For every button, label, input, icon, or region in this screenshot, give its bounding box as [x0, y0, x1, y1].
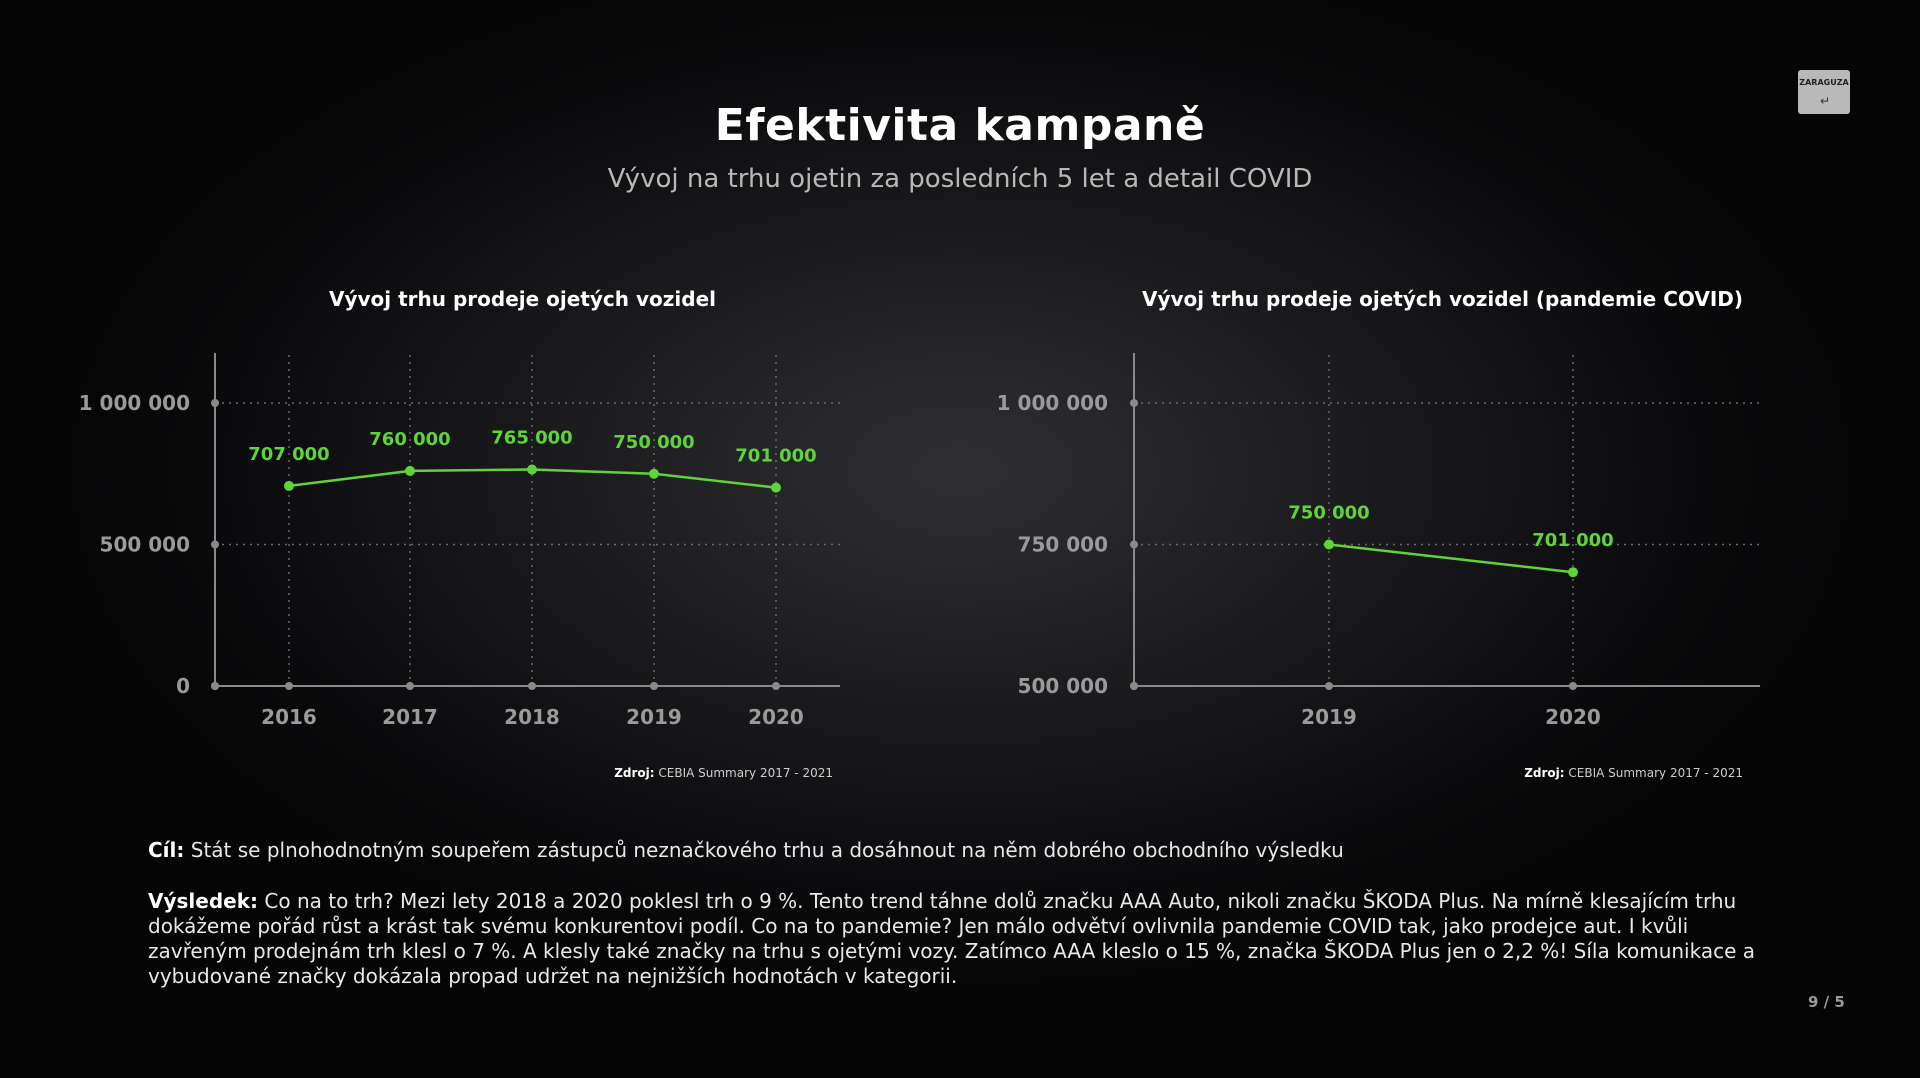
chart2-y-tick-label: 1 000 000 — [996, 391, 1108, 415]
chart1-data-point — [527, 465, 537, 475]
chart1-source-label: Zdroj: — [614, 766, 655, 780]
chart1-data-point — [771, 483, 781, 493]
chart2-source-text: CEBIA Summary 2017 - 2021 — [1568, 766, 1743, 780]
chart2-data-label: 750 000 — [1288, 502, 1370, 524]
chart2-x-tick-label: 2019 — [1301, 705, 1357, 729]
chart1-data-point — [649, 469, 659, 479]
chart1-data-label: 765 000 — [491, 427, 573, 449]
page-number: 9 / 5 — [1808, 993, 1845, 1011]
page-title: Efektivita kampaně — [714, 100, 1206, 151]
result-text: Co na to trh? Mezi lety 2018 a 2020 poklesl trh o 9 %. Tento trend táhne dolů značku AAA Auto, nikoli značku ŠKODA Plus. Na mírně klesajícím trhu dokážeme pořád růst a krást tak svému konkurentovi podíl. Co na to pandemie? Jen málo odvětví ovlivnila pandemie COVID tak, jako prodejce aut. I kvůli zavřeným prodejnám trh klesl o 7 %. A klesly také značky na trhu s ojetými vozy. Zatímco AAA kleslo o 15 %, značka ŠKODA Plus jen o 2,2 %! Síla komunikace a vybudované značky dokázala propad udržet na nejnižších hodnotách v kategorii. — [148, 889, 1756, 988]
chart1-source — [520, 766, 833, 780]
chart1-data-label: 750 000 — [613, 431, 695, 453]
chart1-x-tick-label: 2016 — [261, 705, 317, 729]
chart2-data-point — [1324, 540, 1334, 550]
chart1-y-tick-label: 1 000 000 — [78, 391, 190, 415]
chart1-source-text: CEBIA Summary 2017 - 2021 — [658, 766, 833, 780]
chart1-y-tick-label: 500 000 — [99, 532, 190, 557]
goal-label: Cíl: — [148, 838, 185, 862]
chart2-data-point — [1568, 567, 1578, 577]
goal-paragraph — [148, 838, 1768, 863]
chart1-data-point — [284, 481, 294, 491]
goal-text: Stát se plnohodnotným soupeřem zástupců neznačkového trhu a dosáhnout na něm dobrého obchodního výsledku — [190, 838, 1344, 862]
page-subtitle: Vývoj na trhu ojetin za posledních 5 let a detail COVID — [607, 164, 1313, 194]
chart1-data-label: 760 000 — [369, 428, 451, 450]
chart1-data-point — [405, 466, 415, 476]
return-arrow-icon: ↵ — [1820, 94, 1831, 108]
chart1-data-label: 701 000 — [735, 445, 817, 467]
result-paragraph — [148, 889, 1768, 989]
result-label: Výsledek: — [148, 889, 259, 913]
logo-text: ZARAGUZA — [1799, 78, 1849, 87]
chart2-y-tick-label: 500 000 — [1017, 674, 1108, 698]
chart1-y-tick-label: 0 — [176, 674, 190, 698]
chart2-origin-dot — [1130, 682, 1138, 690]
chart1-title: Vývoj trhu prodeje ojetých vozidel — [329, 287, 716, 311]
chart2-data-label: 701 000 — [1532, 530, 1614, 552]
chart2-source-label: Zdroj: — [1524, 766, 1565, 780]
chart2-x-tick-label: 2020 — [1545, 705, 1601, 729]
chart1-data-label: 707 000 — [248, 443, 330, 465]
chart2-y-tick-label: 750 000 — [1017, 532, 1108, 557]
chart2-title: Vývoj trhu prodeje ojetých vozidel (pandemie COVID) — [1141, 287, 1744, 311]
chart1-origin-dot — [211, 682, 219, 690]
chart1-x-tick-label: 2018 — [504, 705, 560, 729]
chart1-x-tick-label: 2020 — [748, 705, 804, 729]
chart1-x-tick-label: 2017 — [382, 705, 438, 729]
chart1-x-tick-label: 2019 — [626, 705, 682, 729]
chart2-source — [1430, 766, 1743, 780]
